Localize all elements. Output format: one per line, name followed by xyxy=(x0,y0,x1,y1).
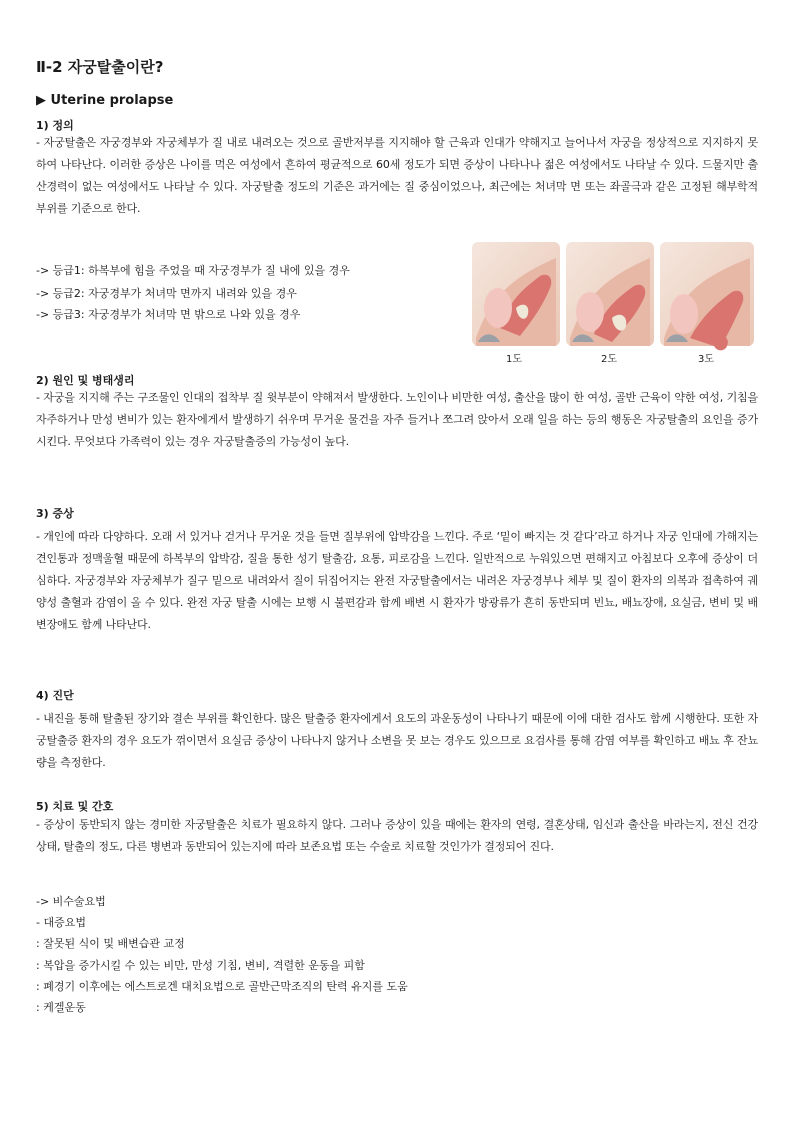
treatment-list-item: : 폐경기 이후에는 에스트로겐 대치요법으로 골반근막조직의 탄력 유지를 도움 xyxy=(36,980,408,993)
diagnosis-paragraph: - 내진을 통해 탈출된 장기와 결손 부위를 확인한다. 많은 탈출증 환자에게서 요도의 과운동성이 나타나기 때문에 이에 대한 검사도 함께 시행한다. 또한 자궁탈출증 환자의 경우 요도가 꺾이면서 요실금 증상이 나타나지 않거나 소변을 못 보는 경우도 있으므로 요검사를 통해 감염 여부를 확인하고 배뇨 후 잔뇨량을 측정한다. xyxy=(36,712,758,769)
heading-cause: 2) 원인 및 병태생리 xyxy=(36,374,135,387)
symptoms-paragraph: - 개인에 따라 다양하다. 오래 서 있거나 걷거나 무거운 것을 들면 질부위에 압박감을 느낀다. 주로 ‘밑이 빠지는 것 같다’라고 하거나 자궁 인대에 가해지는 견인통과 정맥울혈 때문에 하복부의 압박감, 질을 통한 성기 탈출감, 요통, 피로감을 느낀다. 일반적으로 누워있으면 편해지고 아침보다 오후에 증상이 더 심하다. 자궁경부와 자궁체부가 질구 밑으로 내려와서 질이 뒤집어지는 완전 자궁탈출에서는 내려온 자궁경부나 체부 및 질이 환자의 의복과 접촉하여 궤양성 출혈과 감염이 올 수 있다. 완전 자궁 탈출 시에는 보행 시 불편감과 함께 배변 시 환자가 방광류가 흔히 동반되며 빈뇨, 배뇨장애, 요실금, 변비 및 배변장애도 함께 나타난다. xyxy=(36,530,758,631)
grade-3-label: 3도 xyxy=(698,354,715,365)
panel-grade-3 xyxy=(660,242,754,350)
heading-treatment: 5) 치료 및 간호 xyxy=(36,800,114,813)
heading-symptoms: 3) 증상 xyxy=(36,507,74,520)
prolapse-grade-illustration xyxy=(470,238,758,368)
definition-paragraph: - 자궁탈출은 자궁경부와 자궁체부가 질 내로 내려오는 것으로 골반저부를 지지해야 할 근육과 인대가 약해지고 늘어나서 자궁을 정상적으로 지지하지 못하여 나타난다. 이러한 증상은 나이를 먹은 여성에서 흔하여 평균적으로 60세 정도가 되면 증상이 나타나나 젊은 여성에서도 나타날 수 있다. 드물지만 출산경력이 없는 여성에서도 나타날 수 있다. 자궁탈출 정도의 기준은 과거에는 질 중심이었으나, 최근에는 처녀막 면 또는 좌골극과 같은 고정된 해부학적 부위를 기준으로 한다. xyxy=(36,136,758,215)
grade-2-line: -> 등급2: 자궁경부가 처녀막 면까지 내려와 있을 경우 xyxy=(36,287,297,300)
treatment-paragraph: - 증상이 동반되지 않는 경미한 자궁탈출은 치료가 필요하지 않다. 그러나 증상이 있을 때에는 환자의 연령, 결혼상태, 임신과 출산을 바라는지, 전신 건강상태, 탈출의 정도, 다른 병변과 동반되어 있는지에 따라 보존요법 또는 수술로 치료할 것인가가 결정되어 진다. xyxy=(36,818,758,853)
treatment-list-item: - 대증요법 xyxy=(36,916,86,929)
heading-diagnosis: 4) 진단 xyxy=(36,689,74,702)
prolapse-illustration-svg xyxy=(470,238,758,368)
grade-2-label: 2도 xyxy=(601,354,618,365)
section-subtitle: ▶ Uterine prolapse xyxy=(36,93,174,108)
cause-paragraph: - 자궁을 지지해 주는 구조물인 인대의 접착부 질 윗부분이 약해져서 발생한다. 노인이나 비만한 여성, 출산을 많이 한 여성, 골반 근육이 약한 여성, 기침을 자주하거나 만성 변비가 있는 환자에게서 발생하기 쉬우며 무거운 물건을 자주 들거나 쪼그려 앉아서 오래 일을 하는 등의 행동은 자궁탈출의 요인을 증가시킨다. 무엇보다 가족력이 있는 경우 자궁탈출증의 가능성이 높다. xyxy=(36,391,758,448)
panel-grade-2 xyxy=(566,242,654,346)
grade-3-line: -> 등급3: 자궁경부가 처녀막 면 밖으로 나와 있을 경우 xyxy=(36,308,301,321)
grade-1-label: 1도 xyxy=(506,354,523,365)
treatment-list-item: : 복압을 증가시킬 수 있는 비만, 만성 기침, 변비, 격렬한 운동을 피함 xyxy=(36,959,365,972)
heading-definition: 1) 정의 xyxy=(36,119,74,132)
grade-1-line: -> 등급1: 하복부에 힘을 주었을 때 자궁경부가 질 내에 있을 경우 xyxy=(36,264,350,277)
panel-grade-1 xyxy=(472,242,560,346)
treatment-list-item: -> 비수술요법 xyxy=(36,895,106,908)
treatment-list-item: : 잘못된 식이 및 배변습관 교정 xyxy=(36,937,185,950)
treatment-list-item: : 케겔운동 xyxy=(36,1001,86,1014)
page-title: Ⅱ-2 자궁탈출이란? xyxy=(36,58,164,76)
